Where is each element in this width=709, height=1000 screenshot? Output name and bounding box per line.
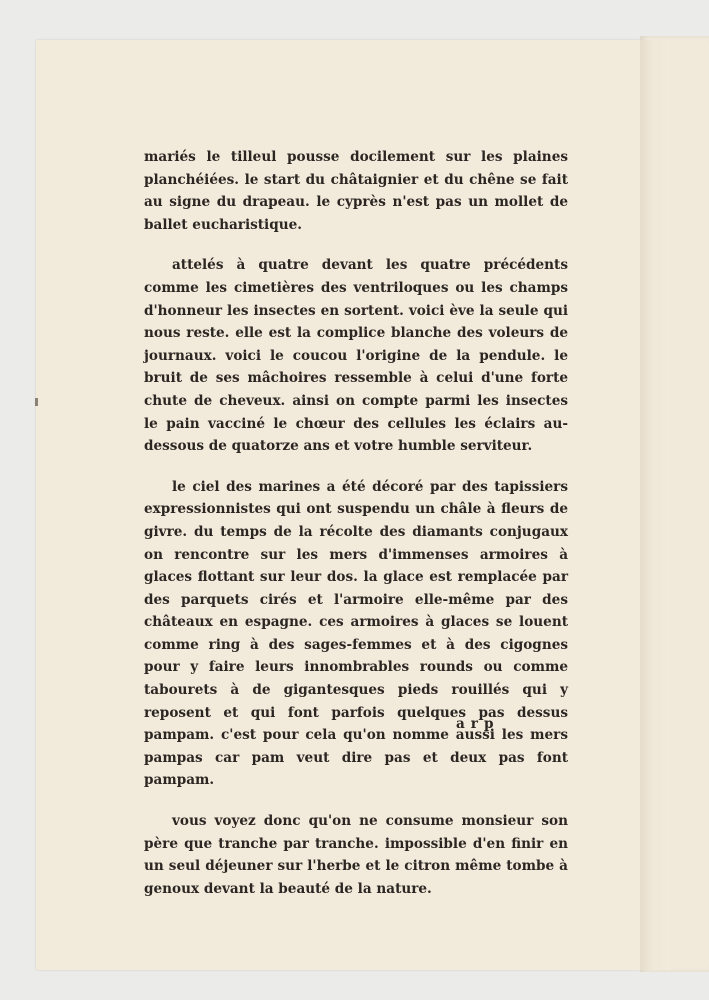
paragraph-2: attelés à quatre devant les quatre précédents comme les cimetières des ventriloques ou les champs d'honneur les insectes en sortent. voici ève la seule qui nous reste. elle est la complice blanche des voleurs de journaux. voici le coucou l'origine de la pendule. le bruit de ses mâchoires ressemble à celui d'une forte chute de cheveux. ainsi on compte parmi les insectes le pain vacciné le chœur des cellules les éclairs au-dessous de quatorze ans et votre humble serviteur. [144,257,568,455]
paragraph-4: vous voyez donc qu'on ne consume monsieur son père que tranche par tranche. impossible d'en finir en un seul déjeuner sur l'herbe et le citron même tombe à genoux devant la beauté de la nature. [144,813,568,897]
author-signature: arp [456,716,500,732]
paragraph-3: le ciel des marines a été décoré par des tapissiers expressionnistes qui ont suspendu un châle à fleurs de givre. du temps de la récolte des diamants conjugaux on rencontre sur les mers d'immenses armoires à glaces flottant sur leur dos. la glace est remplacée par des parquets cirés et l'armoire elle-même par des châteaux en espagne. ces armoires à glaces se louent comme ring à des sages-femmes et à des cigognes pour y faire leurs innombrables rounds ou comme tabourets à de gigantesques pieds rouillés qui y reposent et qui font parfois quelques pas dessus pampam. c'est pour cela qu'on nomme aussi les mers pampas car pam veut dire pas et deux pas font pampam. [144,478,568,789]
document-page [36,40,640,970]
body-text [144,146,568,918]
page-fold-shadow [640,40,670,970]
page-edge-mark [35,398,38,406]
paragraph-1: mariés le tilleul pousse docilement sur les plaines planchéiées. le start du châtaignier et du chêne se fait au signe du drapeau. le cyprès n'est pas un mollet de ballet eucharistique. [144,149,568,233]
